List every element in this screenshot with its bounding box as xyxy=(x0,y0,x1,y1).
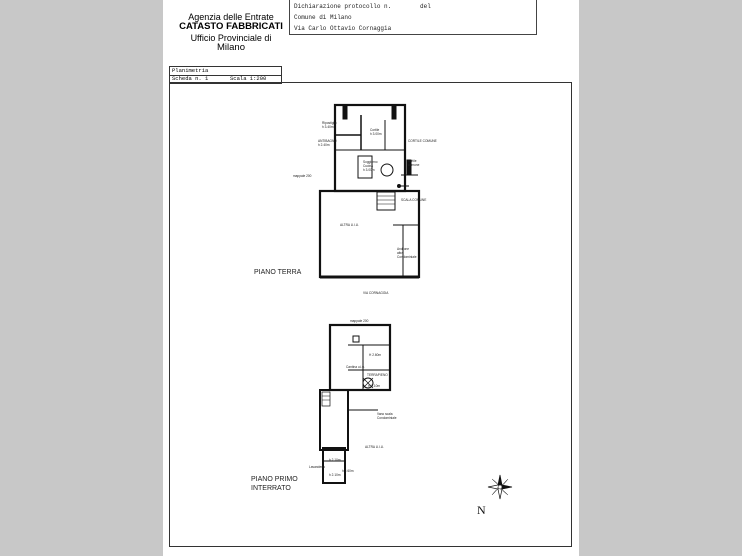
compass-rose-icon xyxy=(488,475,512,499)
agency-line-1: Agenzia delle Entrate xyxy=(188,12,274,22)
label-basement-h4: h 2.10m xyxy=(329,473,341,477)
plan-title: Planimetria xyxy=(172,67,209,74)
label-cortile-right-2: comune xyxy=(408,163,420,167)
label-cortile-upper: Cortile xyxy=(370,128,380,132)
label-cortile-right: cortile xyxy=(408,159,417,163)
label-antibagno-height: h 2.40m xyxy=(318,143,330,147)
agency-line-3: Ufficio Provinciale di xyxy=(190,32,272,43)
ground-floor-room-labels xyxy=(293,121,437,295)
scale-text: Scala 1:200 xyxy=(230,75,267,82)
label-cantina: Cantina u.i.u. xyxy=(346,365,365,369)
label-terrapieno: TERRAPIENO xyxy=(367,373,388,377)
label-cucina: Cucina xyxy=(363,164,373,168)
label-vano-scala-2: Condominiale xyxy=(377,416,397,420)
declaration-protocol: Dichiarazione protocollo n. xyxy=(294,3,392,10)
label-androne: Androne xyxy=(397,247,410,251)
ground-floor-label: PIANO TERRA xyxy=(254,269,302,276)
scheda-number: Scheda n. 1 xyxy=(172,75,209,82)
document-page xyxy=(163,0,579,556)
floor-plan-drawing xyxy=(163,0,579,556)
agency-line-2: CATASTO FABBRICATI xyxy=(179,21,283,33)
label-scala-comune: SCALA COMUNE xyxy=(401,198,427,202)
label-basement-h1: H 2.10m xyxy=(368,384,381,388)
label-androne-2: altra xyxy=(397,251,404,255)
declaration-del: del xyxy=(420,3,431,10)
label-cortile-upper-height: h 3.00m xyxy=(370,132,382,136)
label-basement-h2: h 2.10m xyxy=(329,458,341,462)
label-street: VIA CORNAGGIA xyxy=(363,291,389,295)
label-antibagno: ANTIBAGNO xyxy=(318,139,337,143)
label-mappale-ground: mappale 200 xyxy=(293,174,312,178)
label-cortile-comune: CORTILE COMUNE xyxy=(408,139,437,143)
label-ripostiglio: Ripostiglio xyxy=(322,121,337,125)
north-letter: N xyxy=(477,503,486,517)
label-androne-3: Condominiale xyxy=(397,255,417,259)
agency-line-4: Milano xyxy=(217,41,245,53)
label-basement-h3: h 2.60m xyxy=(342,469,354,473)
label-ripostiglio-height: h 3.40m xyxy=(322,125,334,129)
comune-text: Comune di Milano xyxy=(294,14,352,21)
label-altra-uiu-basement: ALTRA U.I.U. xyxy=(365,445,384,449)
label-soggiorno: Soggiorno xyxy=(363,160,378,164)
label-vano-scala: Vano scala xyxy=(377,412,393,416)
label-lavanderia: Lavanderia xyxy=(309,465,325,469)
label-cantina-height: H 2.60m xyxy=(369,353,382,357)
label-mappale-basement: mappale 200 xyxy=(350,319,369,323)
basement-label-line-2: INTERRATO xyxy=(251,485,291,492)
address-text: Via Carlo Ottavio Cornaggia xyxy=(294,25,392,32)
basement-label-line-1: PIANO PRIMO xyxy=(251,476,298,483)
label-altra-uiu-ground: ALTRA U.I.U. xyxy=(340,223,359,227)
label-soggiorno-height: h 3.00m xyxy=(363,168,375,172)
